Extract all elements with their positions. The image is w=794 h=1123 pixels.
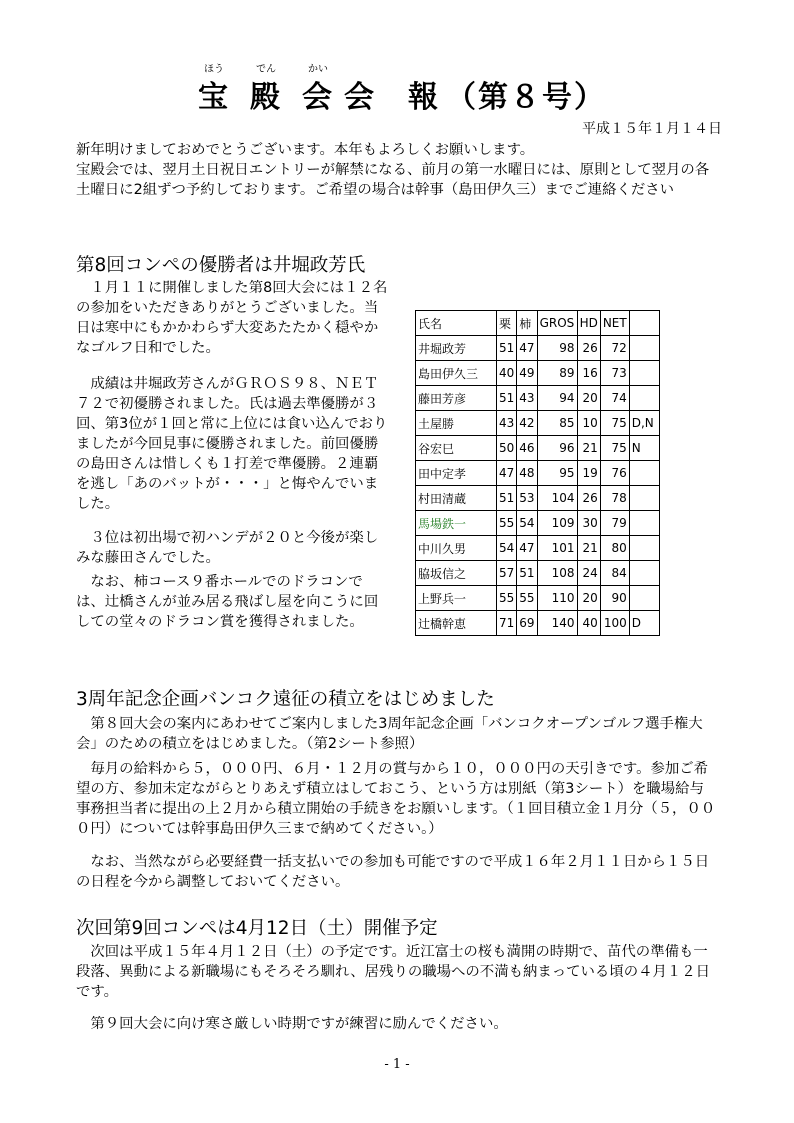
- score-net: 75: [600, 411, 629, 436]
- award-note: [629, 386, 659, 411]
- score-net: 79: [600, 511, 629, 536]
- award-note: [629, 336, 659, 361]
- section1-para-1: １月１１に開催しました第8回大会には１２名の参加をいただきありがとうございました。当日は寒中にもかかわらず大変あたたかく穏やかなゴルフ日和でした。: [76, 280, 388, 356]
- section3-para-1: 次回は平成１５年４月１２日（土）の予定です。近江富士の桜も満開の時期で、苗代の準備も一段落、異動による新職場にもそろそろ馴れ、居残りの職場への不満も納まっている頃の４月１２日です。: [76, 944, 711, 1000]
- score-kuri: 71: [497, 611, 517, 636]
- table-row: [416, 461, 660, 486]
- section1-para-3: ３位は初出場で初ハンデが２０と今後が楽しみな藤田さんでした。: [76, 530, 379, 566]
- score-gros: 98: [537, 336, 577, 361]
- score-kuri: 51: [497, 486, 517, 511]
- score-kaki: 43: [517, 386, 537, 411]
- award-note: [629, 561, 659, 586]
- score-kaki: 49: [517, 361, 537, 386]
- score-gros: 104: [537, 486, 577, 511]
- handicap: 40: [577, 611, 600, 636]
- section1-para-4: なお、柿コース９番ホールでのドラコンでは、辻橋さんが並み居る飛ばし屋を向こうに回しての堂々のドラコン賞を獲得されました。: [76, 574, 379, 630]
- results-header-row: [416, 311, 660, 336]
- score-kaki: 47: [517, 336, 537, 361]
- title-char-1: ほう 宝: [198, 64, 230, 115]
- award-note: [629, 511, 659, 536]
- section3-para-2: 第９回大会に向け寒さ厳しい時期ですが練習に励んでください。: [90, 1016, 508, 1032]
- score-gros: 101: [537, 536, 577, 561]
- header-net: NET: [600, 311, 629, 336]
- score-kaki: 47: [517, 536, 537, 561]
- handicap: 20: [577, 586, 600, 611]
- award-note: [629, 461, 659, 486]
- player-name: 井堀政芳: [416, 336, 497, 361]
- score-net: 78: [600, 486, 629, 511]
- issue-date: 平成１５年１月１４日: [582, 121, 722, 137]
- player-name: 島田伊久三: [416, 361, 497, 386]
- score-net: 84: [600, 561, 629, 586]
- award-note: D,N: [629, 411, 659, 436]
- score-kuri: 50: [497, 436, 517, 461]
- score-net: 76: [600, 461, 629, 486]
- section2-heading: 3周年記念企画バンコク遠征の積立をはじめました: [76, 689, 495, 710]
- score-kaki: 51: [517, 561, 537, 586]
- score-kuri: 51: [497, 386, 517, 411]
- player-name: 上野兵一: [416, 586, 497, 611]
- score-kaki: 69: [517, 611, 537, 636]
- section2-para-3: なお、当然ながら必要経費一括支払いでの参加も可能ですので平成１６年２月１１日から１５日の日程を今から調整しておいてください。: [76, 854, 710, 890]
- intro-reservation: 宝殿会では、翌月土日祝日エントリーが解禁になる、前月の第一水曜日には、原則として翌月の各土曜日に2組ずつ予約しております。ご希望の場合は幹事（島田伊久三）までご連絡ください: [76, 162, 710, 198]
- score-kuri: 43: [497, 411, 517, 436]
- score-kuri: 40: [497, 361, 517, 386]
- handicap: 30: [577, 511, 600, 536]
- section2-para-1: 第８回大会の案内にあわせてご案内しました3周年記念企画「バンコクオープンゴルフ選手権大会」のための積立をはじめました。（第2シート参照）: [76, 716, 703, 752]
- award-note: D: [629, 611, 659, 636]
- award-note: N: [629, 436, 659, 461]
- title-char-3: かい 会: [302, 64, 334, 115]
- score-kuri: 57: [497, 561, 517, 586]
- player-name: 脇坂信之: [416, 561, 497, 586]
- player-name: 土屋勝: [416, 411, 497, 436]
- table-row: [416, 536, 660, 561]
- score-kaki: 53: [517, 486, 537, 511]
- table-row: [416, 486, 660, 511]
- score-net: 80: [600, 536, 629, 561]
- score-gros: 140: [537, 611, 577, 636]
- player-name: 中川久男: [416, 536, 497, 561]
- header-gros: GROS: [537, 311, 577, 336]
- score-net: 73: [600, 361, 629, 386]
- player-name: 馬場鉄一: [416, 511, 497, 536]
- section3-heading: 次回第9回コンペは4月12日（土）開催予定: [76, 918, 438, 939]
- award-note: [629, 586, 659, 611]
- results-table: [415, 310, 660, 636]
- header-name: 氏名: [416, 311, 497, 336]
- issue-number: （第８号）: [446, 80, 606, 115]
- score-kaki: 54: [517, 511, 537, 536]
- title-rest: 会 報: [344, 80, 440, 115]
- handicap: 21: [577, 536, 600, 561]
- player-name: 藤田芳彦: [416, 386, 497, 411]
- score-gros: 109: [537, 511, 577, 536]
- score-kuri: 47: [497, 461, 517, 486]
- score-kuri: 55: [497, 586, 517, 611]
- award-note: [629, 486, 659, 511]
- section2-para-2: 毎月の給料から５，０００円、６月・１２月の賞与から１０，０００円の天引きです。参加ご希望の方、参加未定ながらとりあえず積立はしておこう、という方は別紙（第3シート）を職場給与事務担当者に提出の上２月から積立開始の手続きをお願いします。（１回目積立金１月分（５，０００円）については幹事島田伊久三まで納めてください。）: [76, 761, 716, 837]
- handicap: 10: [577, 411, 600, 436]
- score-gros: 110: [537, 586, 577, 611]
- score-kaki: 48: [517, 461, 537, 486]
- header-note: [629, 311, 659, 336]
- handicap: 26: [577, 336, 600, 361]
- score-gros: 95: [537, 461, 577, 486]
- header-hd: HD: [577, 311, 600, 336]
- table-row: [416, 586, 660, 611]
- score-kuri: 54: [497, 536, 517, 561]
- player-name: 谷宏巳: [416, 436, 497, 461]
- handicap: 24: [577, 561, 600, 586]
- table-row: [416, 511, 660, 536]
- score-gros: 96: [537, 436, 577, 461]
- score-net: 100: [600, 611, 629, 636]
- table-row: [416, 386, 660, 411]
- handicap: 16: [577, 361, 600, 386]
- table-row: [416, 361, 660, 386]
- award-note: [629, 536, 659, 561]
- title-char-2: でん 殿: [250, 64, 282, 115]
- table-row: [416, 336, 660, 361]
- score-kuri: 55: [497, 511, 517, 536]
- score-net: 72: [600, 336, 629, 361]
- handicap: 19: [577, 461, 600, 486]
- header-kuri: 栗: [497, 311, 517, 336]
- header-kaki: 柿: [517, 311, 537, 336]
- table-row: [416, 561, 660, 586]
- score-gros: 85: [537, 411, 577, 436]
- table-row: [416, 436, 660, 461]
- handicap: 21: [577, 436, 600, 461]
- table-row: [416, 411, 660, 436]
- table-row: [416, 611, 660, 636]
- score-net: 90: [600, 586, 629, 611]
- score-kaki: 42: [517, 411, 537, 436]
- score-net: 75: [600, 436, 629, 461]
- score-gros: 108: [537, 561, 577, 586]
- handicap: 26: [577, 486, 600, 511]
- newsletter-title: [0, 64, 794, 116]
- score-kaki: 46: [517, 436, 537, 461]
- player-name: 田中定孝: [416, 461, 497, 486]
- section1-para-2: 成績は井堀政芳さんがＧＲＯＳ９８、ＮＥＴ７２で初優勝されました。氏は過去準優勝が３回、第3位が１回と常に上位には食い込んでおりましたが今回見事に優勝されました。前回優勝の島田さんは惜しくも１打差で準優勝。２連覇を逃し「あのバットが・・・」と悔やんでいました。: [76, 376, 388, 512]
- section1-heading: 第8回コンペの優勝者は井堀政芳氏: [76, 255, 366, 276]
- handicap: 20: [577, 386, 600, 411]
- score-net: 74: [600, 386, 629, 411]
- score-kuri: 51: [497, 336, 517, 361]
- page-number: - 1 -: [384, 1057, 410, 1072]
- player-name: 辻橋幹恵: [416, 611, 497, 636]
- award-note: [629, 361, 659, 386]
- player-name: 村田清蔵: [416, 486, 497, 511]
- score-gros: 94: [537, 386, 577, 411]
- score-kaki: 55: [517, 586, 537, 611]
- intro-greeting: 新年明けましておめでとうございます。本年もよろしくお願いします。: [76, 142, 535, 158]
- score-gros: 89: [537, 361, 577, 386]
